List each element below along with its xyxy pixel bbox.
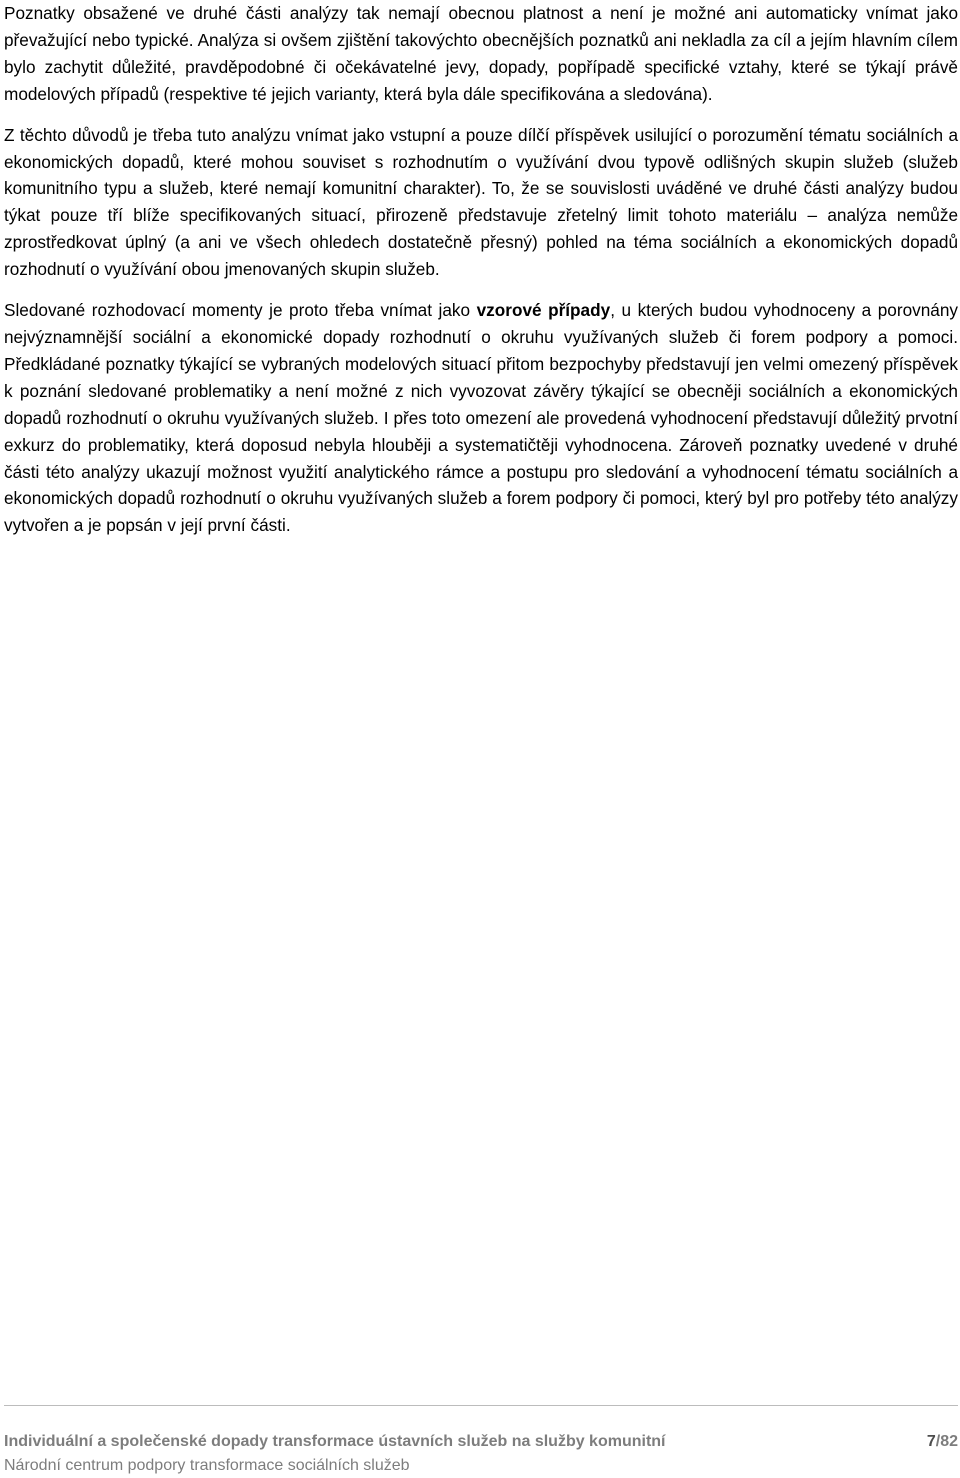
page-number xyxy=(927,1430,958,1454)
page-number-separator: / xyxy=(935,1433,941,1450)
paragraph-3 xyxy=(4,297,958,539)
document-body xyxy=(4,0,958,539)
paragraph-2-text: Z těchto důvodů je třeba tuto analýzu vnímat jako vstupní a pouze dílčí příspěvek usilující o porozumění tématu sociálních a ekonomických dopadů, které mohou souviset s rozhodnutím o využívání dvou typově odlišných skupin služeb (služeb komunitního typu a služeb, které nemají komunitní charakter). To, že se souvislosti uváděné ve druhé části analýzy budou týkat pouze tří blíže specifikovaných situací, přirozeně představuje zřetelný limit tohoto materiálu – analýza nemůže zprostředkovat úplný (a ani ve všech ohledech dostatečně přesný) pohled na téma sociálních a ekonomických dopadů rozhodnutí o využívání obou jmenovaných skupin služeb. xyxy=(4,124,958,280)
footer-organization: Národní centrum podpory transformace sociálních služeb xyxy=(4,1457,410,1474)
paragraph-1 xyxy=(4,0,958,108)
footer-document-title: Individuální a společenské dopady transformace ústavních služeb na služby komunitní xyxy=(4,1433,666,1450)
paragraph-3-text-end: , u kterých budou vyhodnoceny a porovnány nejvýznamnější sociální a ekonomické dopady rozhodnutí o okruhu využívaných služeb či forem podpory a pomoci. Předkládané poznatky týkající se vybraných modelových situací přitom bezpochyby představují jen velmi omezený příspěvek k poznání sledované problematiky a není možné z nich vyvozovat závěry týkající se obecněji sociálních a ekonomických dopadů rozhodnutí o okruhu využívaných služeb. I přes toto omezení ale provedená vyhodnocení představují důležitý prvotní exkurz do problematiky, která doposud nebyla hlouběji a systematičtěji vyhodnocena. Zároveň poznatky uvedené v druhé části této analýzy ukazují možnost využití analytického rámce a postupu pro sledování a vyhodnocení tématu sociálních a ekonomických dopadů rozhodnutí o okruhu využívaných služeb a forem podpory či pomoci, který byl pro potřeby této analýzy vytvořen a je popsán v její první části. xyxy=(4,300,958,536)
page-number-total: 82 xyxy=(940,1433,958,1450)
paragraph-2 xyxy=(4,122,958,283)
page-footer xyxy=(4,1430,958,1478)
footer-divider xyxy=(4,1405,958,1406)
emphasis-vzorove-pripady: vzorové případy xyxy=(476,300,611,321)
page-number-current: 7 xyxy=(926,1433,936,1450)
paragraph-1-text: Poznatky obsažené ve druhé části analýzy tak nemají obecnou platnost a není je možné ani automaticky vnímat jako převažující nebo typické. Analýza si ovšem zjištění takovýchto obecnějších poznatků ani nekladla za cíl a jejím hlavním cílem bylo zachytit důležité, pravděpodobné či očekávatelné jevy, dopady, popřípadě specifické vztahy, které se týkají právě modelových případů (respektive té jejich varianty, která byla dále specifikována a sledována). xyxy=(4,3,958,104)
paragraph-3-text-start: Sledované rozhodovací momenty je proto třeba vnímat jako xyxy=(4,300,477,321)
footer-title-row xyxy=(4,1430,958,1454)
